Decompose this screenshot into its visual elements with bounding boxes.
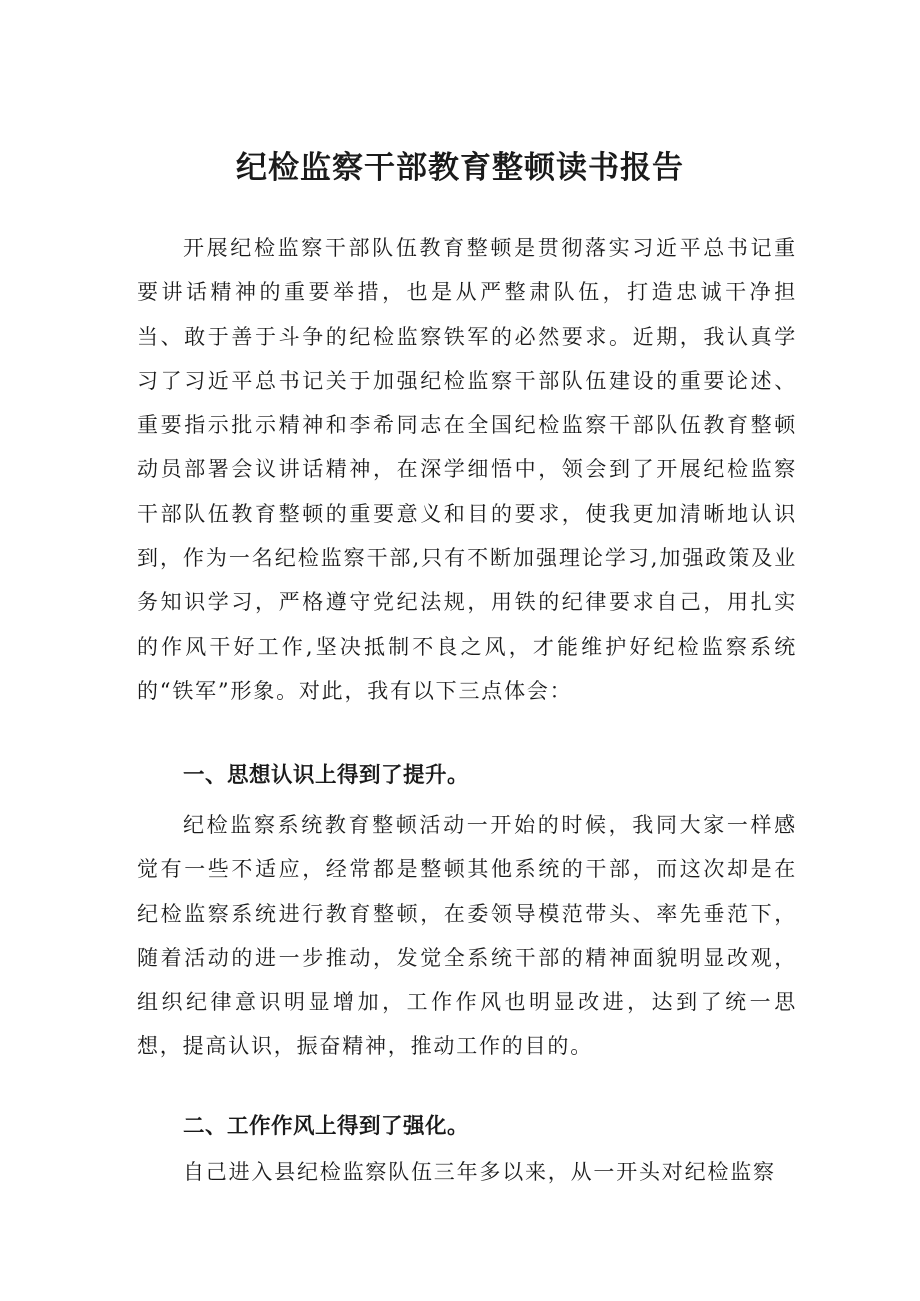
intro-paragraph: 开展纪检监察干部队伍教育整顿是贯彻落实习近平总书记重要讲话精神的重要举措，也是从严整肃队伍，打造忠诚干净担当、敢于善于斗争的纪检监察铁军的必然要求。近期，我认真学习了习近平总书记关于加强纪检监察干部队伍建设的重要论述、重要指示批示精神和李希同志在全国纪检监察干部队伍教育整顿动员部署会议讲话精神，在深学细悟中，领会到了开展纪检监察干部队伍教育整顿的重要意义和目的要求，使我更加清晰地认识到，作为一名纪检监察干部,只有不断加强理论学习,加强政策及业务知识学习，严格遵守党纪法规，用铁的纪律要求自己，用扎实的作风干好工作,坚决抵制不良之风，才能维护好纪检监察系统的“铁军”形象。对此，我有以下三点体会： <box>137 236 797 703</box>
section-heading-2: 二、工作作风上得到了强化。 <box>183 1114 470 1139</box>
section-1-paragraph: 纪检监察系统教育整顿活动一开始的时候，我同大家一样感觉有一些不适应，经常都是整顿其他系统的干部，而这次却是在纪检监察系统进行教育整顿，在委领导模范带头、率先垂范下，随着活动的进一步推动，发觉全系统干部的精神面貌明显改观，组织纪律意识明显增加，工作作风也明显改进，达到了统一思想，提高认识，振奋精神，推动工作的目的。 <box>137 813 797 1059</box>
section-heading-1: 一、思想认识上得到了提升。 <box>183 763 470 788</box>
section-2-paragraph: 自己进入县纪检监察队伍三年多以来，从一开头对纪检监察 <box>183 1160 776 1184</box>
document-title: 纪检监察干部教育整顿读书报告 <box>236 150 684 186</box>
